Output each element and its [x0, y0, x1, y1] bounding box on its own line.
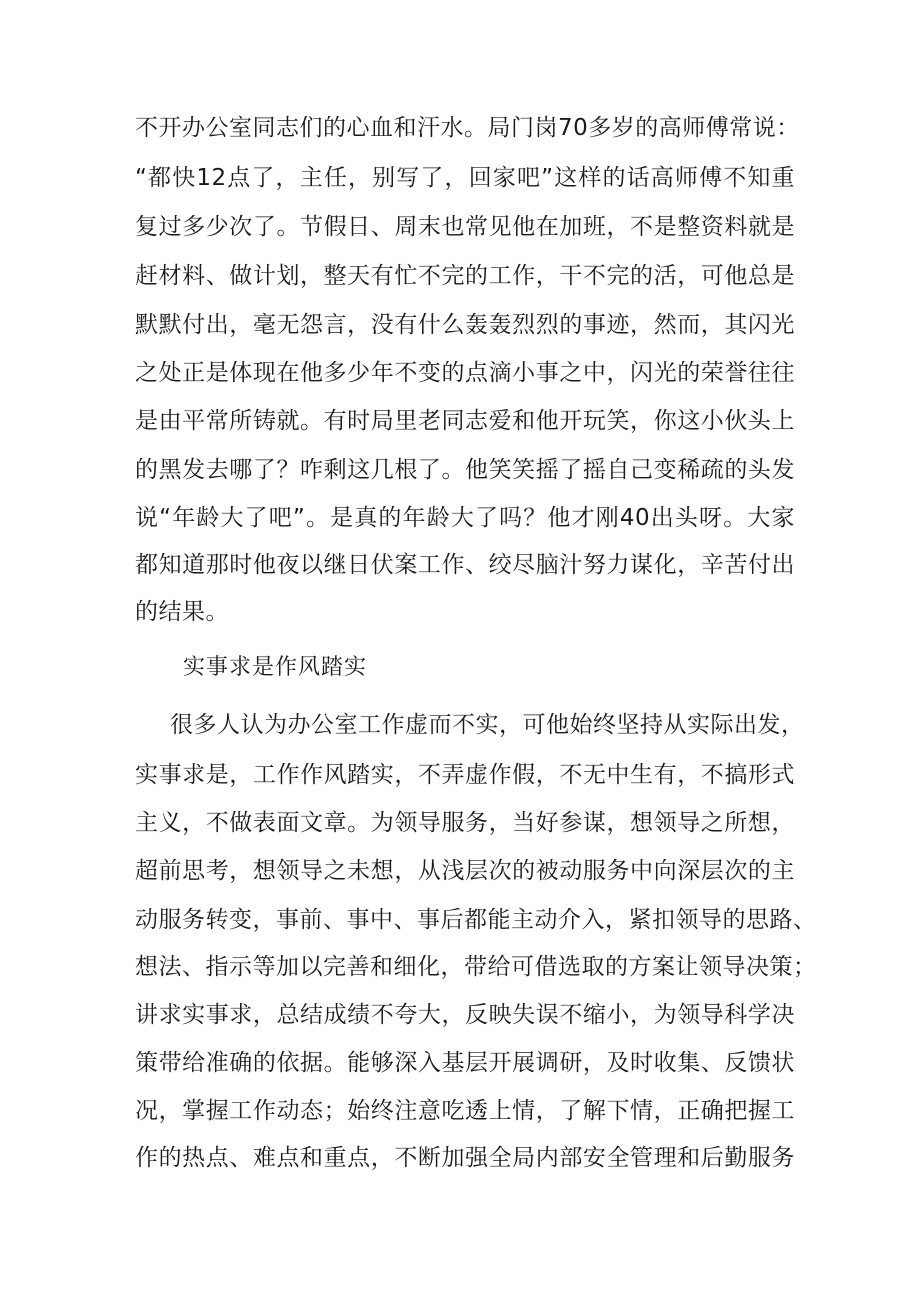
paragraph-1-line-8: 的黑发去哪了？咋剩这几根了。他笑笑摇了摇自己变稀疏的头发 [135, 457, 795, 483]
paragraph-1-line-10: 都知道那时他夜以继日伏案工作、绞尽脑汁努力谋化，辛苦付出 [135, 552, 795, 578]
paragraph-2-line-4: 超前思考，想领导之未想，从浅层次的被动服务中向深层次的主 [135, 858, 795, 884]
paragraph-1-line-3: 复过多少次了。节假日、周末也常见他在加班，不是整资料就是 [135, 214, 795, 240]
section-heading: 实事求是作风踏实 [183, 655, 368, 680]
paragraph-2-line-9: 况，掌握工作动态；始终注意吃透上情，了解下情，正确把握工 [135, 1098, 795, 1124]
paragraph-1-line-6: 之处正是体现在他多少年不变的点滴小事之中，闪光的荣誉往往 [135, 360, 795, 386]
paragraph-2-line-1: 很多人认为办公室工作虚而不实，可他始终坚持从实际出发， [170, 712, 805, 738]
paragraph-2-line-2: 实事求是，工作作风踏实，不弄虚作假，不无中生有，不搞形式 [135, 762, 795, 788]
paragraph-1-line-11: 的结果。 [135, 599, 229, 625]
paragraph-2-line-8: 策带给准确的依据。能够深入基层开展调研，及时收集、反馈状 [135, 1050, 795, 1076]
paragraph-1-line-2: “都快12点了，主任，别写了，回家吧”这样的话高师傅不知重 [135, 165, 795, 191]
paragraph-1-line-1: 不开办公室同志们的心血和汗水。局门岗70多岁的高师傅常说： [135, 115, 800, 141]
paragraph-2-line-10: 作的热点、难点和重点，不断加强全局内部安全管理和后勤服务 [135, 1145, 795, 1171]
paragraph-1-line-5: 默默付出，毫无怨言，没有什么轰轰烈烈的事迹，然而，其闪光 [135, 312, 795, 338]
paragraph-2-line-3: 主义，不做表面文章。为领导服务，当好参谋，想领导之所想， [135, 810, 795, 836]
paragraph-1-line-4: 赶材料、做计划，整天有忙不完的工作，干不完的活，可他总是 [135, 263, 795, 289]
paragraph-1-line-9: 说“年龄大了吧”。是真的年龄大了吗？他才刚40出头呀。大家 [135, 505, 795, 531]
paragraph-2-line-6: 想法、指示等加以完善和细化，带给可借选取的方案让领导决策； [135, 954, 817, 980]
paragraph-2-line-5: 动服务转变，事前、事中、事后都能主动介入，紧扣领导的思路、 [135, 907, 817, 933]
paragraph-2-line-7: 讲求实事求，总结成绩不夸大，反映失误不缩小，为领导科学决 [135, 1002, 795, 1028]
paragraph-1-line-7: 是由平常所铸就。有时局里老同志爱和他开玩笑，你这小伙头上 [135, 408, 795, 434]
